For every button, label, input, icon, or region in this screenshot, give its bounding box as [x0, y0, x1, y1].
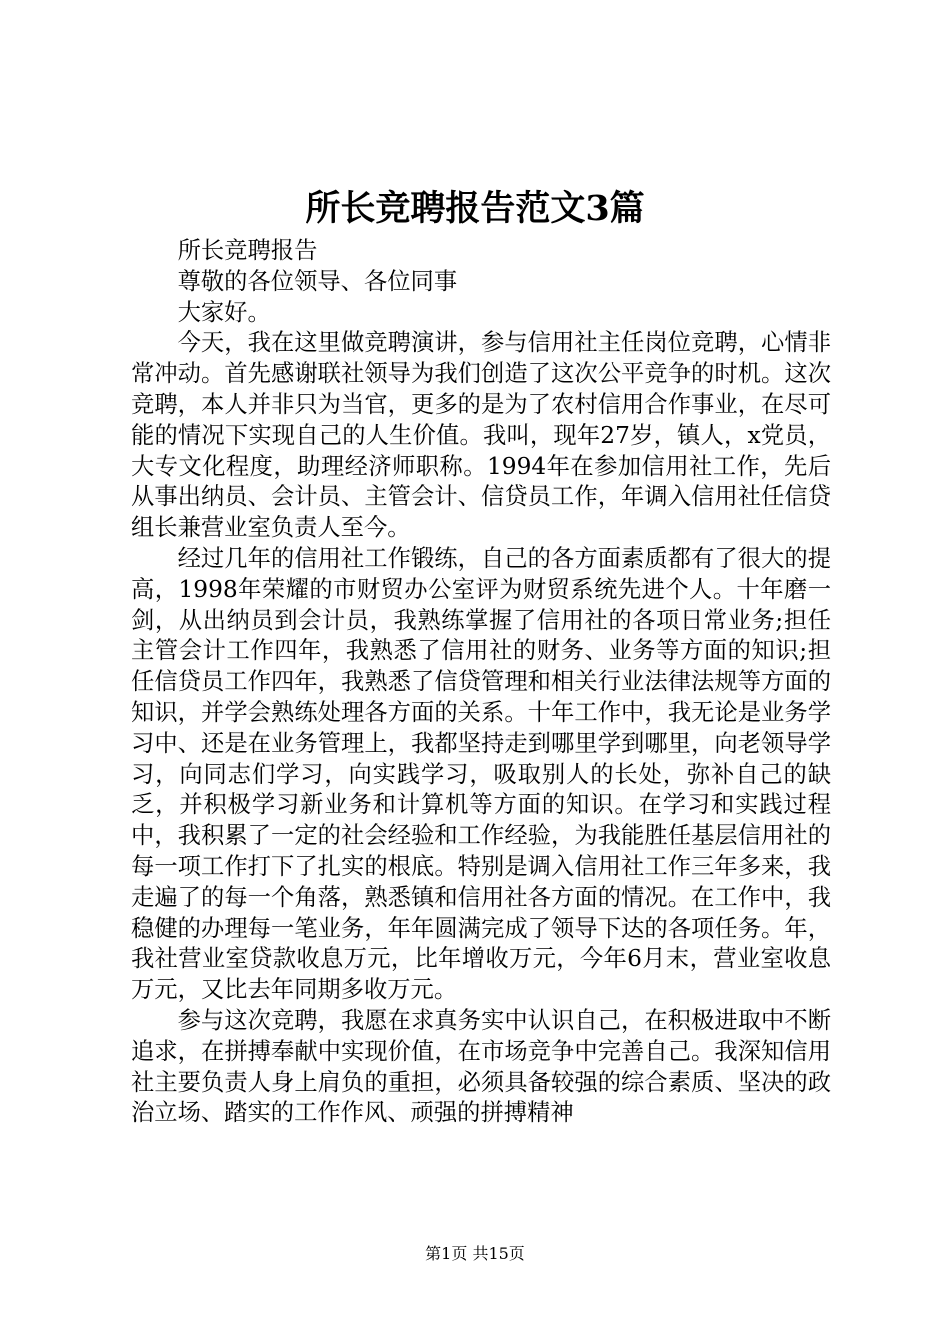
- paragraph-introduction: 今天，我在这里做竞聘演讲，参与信用社主任岗位竞聘，心情非常冲动。首先感谢联社领导为我们创造了这次公平竞争的时机。这次竞聘，本人并非只为当官，更多的是为了农村信用合作事业，在尽可能的情况下实现自己的人生价值。我叫，现年27岁，镇人，x党员，大专文化程度，助理经济师职称。1994年在参加信用社工作，先后从事出纳员、会计员、主管会计、信贷员工作，年调入信用社任信贷组长兼营业室负责人至今。: [131, 329, 831, 542]
- page-footer: 第1页 共15页: [425, 1244, 525, 1263]
- document-body: [131, 236, 831, 1129]
- paragraph-greeting: 大家好。: [177, 298, 271, 326]
- paragraph-heading: 所长竞聘报告: [177, 237, 318, 264]
- paragraph-motivation: 参与这次竞聘，我愿在求真务实中认识自己，在积极进取中不断追求，在拼搏奉献中实现价值，在市场竞争中完善自己。我深知信用社主要负责人身上肩负的重担，必须具备较强的综合素质、坚决的政治立场、踏实的工作作风、顽强的拼搏精神: [131, 1006, 831, 1127]
- paragraph-salutation: 尊敬的各位领导、各位同事: [177, 267, 458, 295]
- paragraph-experience: 经过几年的信用社工作锻练，自己的各方面素质都有了很大的提高，1998年荣耀的市财贸办公室评为财贸系统先进个人。十年磨一剑，从出纳员到会计员，我熟练掌握了信用社的各项日常业务;担任主管会计工作四年，我熟悉了信用社的财务、业务等方面的知识;担任信贷员工作四年，我熟悉了信贷管理和相关行业法律法规等方面的知识，并学会熟练处理各方面的关系。十年工作中，我无论是业务学习中、还是在业务管理上，我都坚持走到哪里学到哪里，向老领导学习，向同志们学习，向实践学习，吸取别人的长处，弥补自己的缺乏，并积极学习新业务和计算机等方面的知识。在学习和实践过程中，我积累了一定的社会经验和工作经验，为我能胜任基层信用社的每一项工作打下了扎实的根底。特别是调入信用社工作三年多来，我走遍了的每一个角落，熟悉镇和信用社各方面的情况。在工作中，我稳健的办理每一笔业务，年年圆满完成了领导下达的各项任务。年，我社营业室贷款收息万元，比年增收万元，今年6月末，营业室收息万元，又比去年同期多收万元。: [131, 544, 831, 1004]
- document-title: 所长竞聘报告范文3篇: [305, 188, 645, 229]
